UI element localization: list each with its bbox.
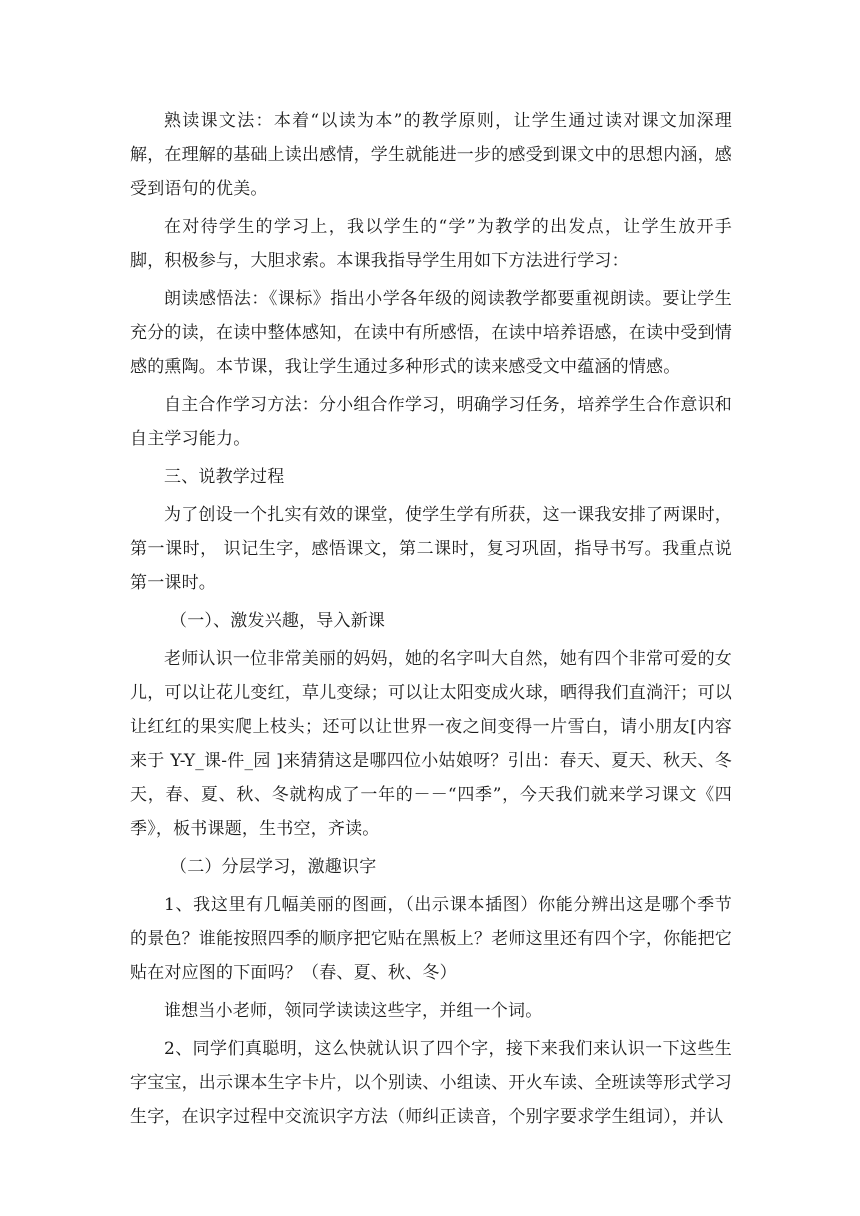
subheading-introduction: （一）、激发兴趣，导入新课 [170,611,386,631]
paragraph-reading-insight: 朗读感悟法：《课标》指出小学各年级的阅读教学都要重视朗读。要让学生充分的读，在读中整体感知，在读中有所感悟，在读中培养语感，在读中受到情感的熏陶。本节课，我让学生通过多种形式的读来感受文中蕴涵的情感。 [130,289,732,377]
paragraph-lesson-plan: 为了创设一个扎实有效的课堂，使学生学有所获，这一课我安排了两课时，第一课时， 识记生字，感悟课文，第二课时，复习巩固，指导书写。我重点说第一课时。 [130,505,732,593]
section-heading-teaching-process: 三、说教学过程 [164,467,285,487]
paragraph-pictures-activity: 1、我这里有几幅美丽的图画，（出示课本插图）你能分辨出这是哪个季节的景色？谁能按照四季的顺序把它贴在黑板上？老师这里还有四个字，你能把它贴在对应图的下面吗？（春、夏、秋、冬） [130,895,732,983]
paragraph-character-learning: 2、同学们真聪明，这么快就认识了四个字，接下来我们来认识一下这些生字宝宝，出示课本生字卡片，以个别读、小组读、开火车读、全班读等形式学习生字，在识字过程中交流识字方法（师纠正读音，个别字要求学生组词），并认 [130,1039,732,1127]
document-body [130,104,732,1134]
paragraph-student-learning: 在对待学生的学习上，我以学生的“学”为教学的出发点，让学生放开手脚，积极参与，大胆求索。本课我指导学生用如下方法进行学习： [130,217,732,271]
paragraph-little-teacher: 谁想当小老师，领同学读读这些字，并组一个词。 [164,1001,543,1021]
paragraph-introduction: 老师认识一位非常美丽的妈妈，她的名字叫大自然，她有四个非常可爱的女儿，可以让花儿变红，草儿变绿；可以让太阳变成火球，晒得我们直淌汗；可以让红红的果实爬上枝头；还可以让世界一夜之间变得一片雪白，请小朋友[内容来于 Y-Y_课-件_园 ]来猜猜这是哪四位小姑娘呀？引出：春天、夏天、秋天、冬天，春、夏、秋、冬就构成了一年的－－“四季”，今天我们就来学习课文《四季》，板书课题，生书空，齐读。 [130,649,732,839]
paragraph-cooperative-learning: 自主合作学习方法：分小组合作学习，明确学习任务，培养学生合作意识和自主学习能力。 [130,395,732,449]
paragraph-reading-method: 熟读课文法：本着“以读为本”的教学原则，让学生通过读对课文加深理解，在理解的基础上读出感情，学生就能进一步的感受到课文中的思想内涵，感受到语句的优美。 [130,111,732,199]
subheading-layered-learning: （二）分层学习，激趣识字 [170,857,377,877]
